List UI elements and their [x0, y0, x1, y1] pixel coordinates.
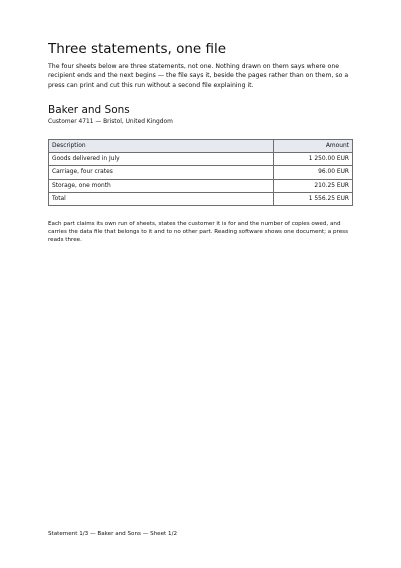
total-amount: 1 556.25 EUR	[274, 192, 353, 205]
row-description: Storage, one month	[49, 179, 274, 192]
table-row	[49, 166, 353, 179]
table-row	[49, 179, 353, 192]
table-row	[49, 153, 353, 166]
row-description: Goods delivered in July	[49, 153, 274, 166]
amount-column-header: Amount	[274, 140, 353, 153]
page-footer: Statement 1/3 — Baker and Sons — Sheet 1/2	[48, 531, 178, 537]
total-label: Total	[49, 192, 274, 205]
row-amount: 1 250.00 EUR	[274, 153, 353, 166]
table-header-row	[49, 140, 353, 153]
footnote-paragraph: Each part claims its own run of sheets, states the customer it is for and the number of copies owed, and carries the data file that belongs to it and to no other part. Reading software shows one document; a press reads three.	[48, 221, 348, 244]
row-description: Carriage, four crates	[49, 166, 274, 179]
statement-table	[48, 139, 353, 206]
total-row	[49, 192, 353, 205]
intro-paragraph: The four sheets below are three statements, not one. Nothing drawn on them says where one recipient ends and the next begins — the file says it, beside the pages rather than on them, so a press can print and cut this run without a second file explaining it.	[48, 63, 349, 89]
customer-details: Customer 4711 — Bristol, United Kingdom	[48, 119, 173, 125]
row-amount: 210.25 EUR	[274, 179, 353, 192]
row-amount: 96.00 EUR	[274, 166, 353, 179]
customer-name: Baker and Sons	[48, 104, 130, 116]
page-title: Three statements, one file	[48, 41, 227, 57]
description-column-header: Description	[49, 140, 274, 153]
